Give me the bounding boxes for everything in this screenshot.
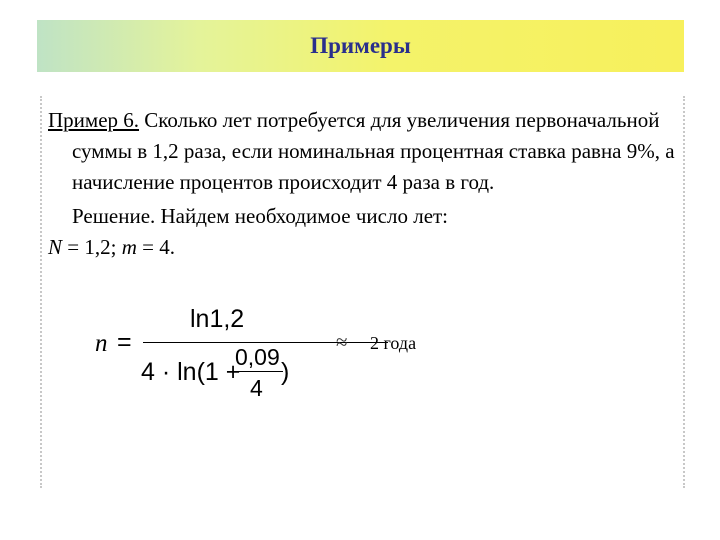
question-text: Сколько лет потребуется для увеличения первоначальной суммы в 1,2 раза, если номинальная процентная ставка равна 9%, а начисление процентов происходит 4 раза в год. <box>72 108 675 194</box>
var-m: m <box>121 235 137 259</box>
inner-fraction-bar <box>233 371 283 372</box>
given-values <box>48 232 678 263</box>
inner-numerator: 0,09 <box>235 344 280 370</box>
left-dotted-border <box>40 96 42 488</box>
right-dotted-border <box>683 96 685 488</box>
eq-m: = 4. <box>136 235 175 259</box>
inner-denominator: 4 <box>250 375 263 401</box>
title-bar <box>37 20 684 72</box>
fraction-bar <box>143 342 388 343</box>
close-paren: ) <box>281 358 290 386</box>
page-title: Примеры <box>310 33 411 58</box>
eq-N: = 1,2; <box>62 235 122 259</box>
formula <box>95 305 495 415</box>
example-number: Пример 6. <box>48 108 140 132</box>
var-N: N <box>48 235 63 259</box>
formula-equals: = <box>117 328 132 356</box>
formula-numerator: ln1,2 <box>190 305 245 333</box>
example-text <box>48 105 678 263</box>
formula-result: 2 года <box>370 333 417 353</box>
solution-line: Решение. Найдем необходимое число лет: <box>72 204 449 228</box>
approx-symbol: ≈ <box>336 330 348 354</box>
example-question <box>48 105 678 198</box>
formula-denominator: 4 · ln(1 + <box>141 358 241 386</box>
formula-lhs: n <box>95 330 108 357</box>
